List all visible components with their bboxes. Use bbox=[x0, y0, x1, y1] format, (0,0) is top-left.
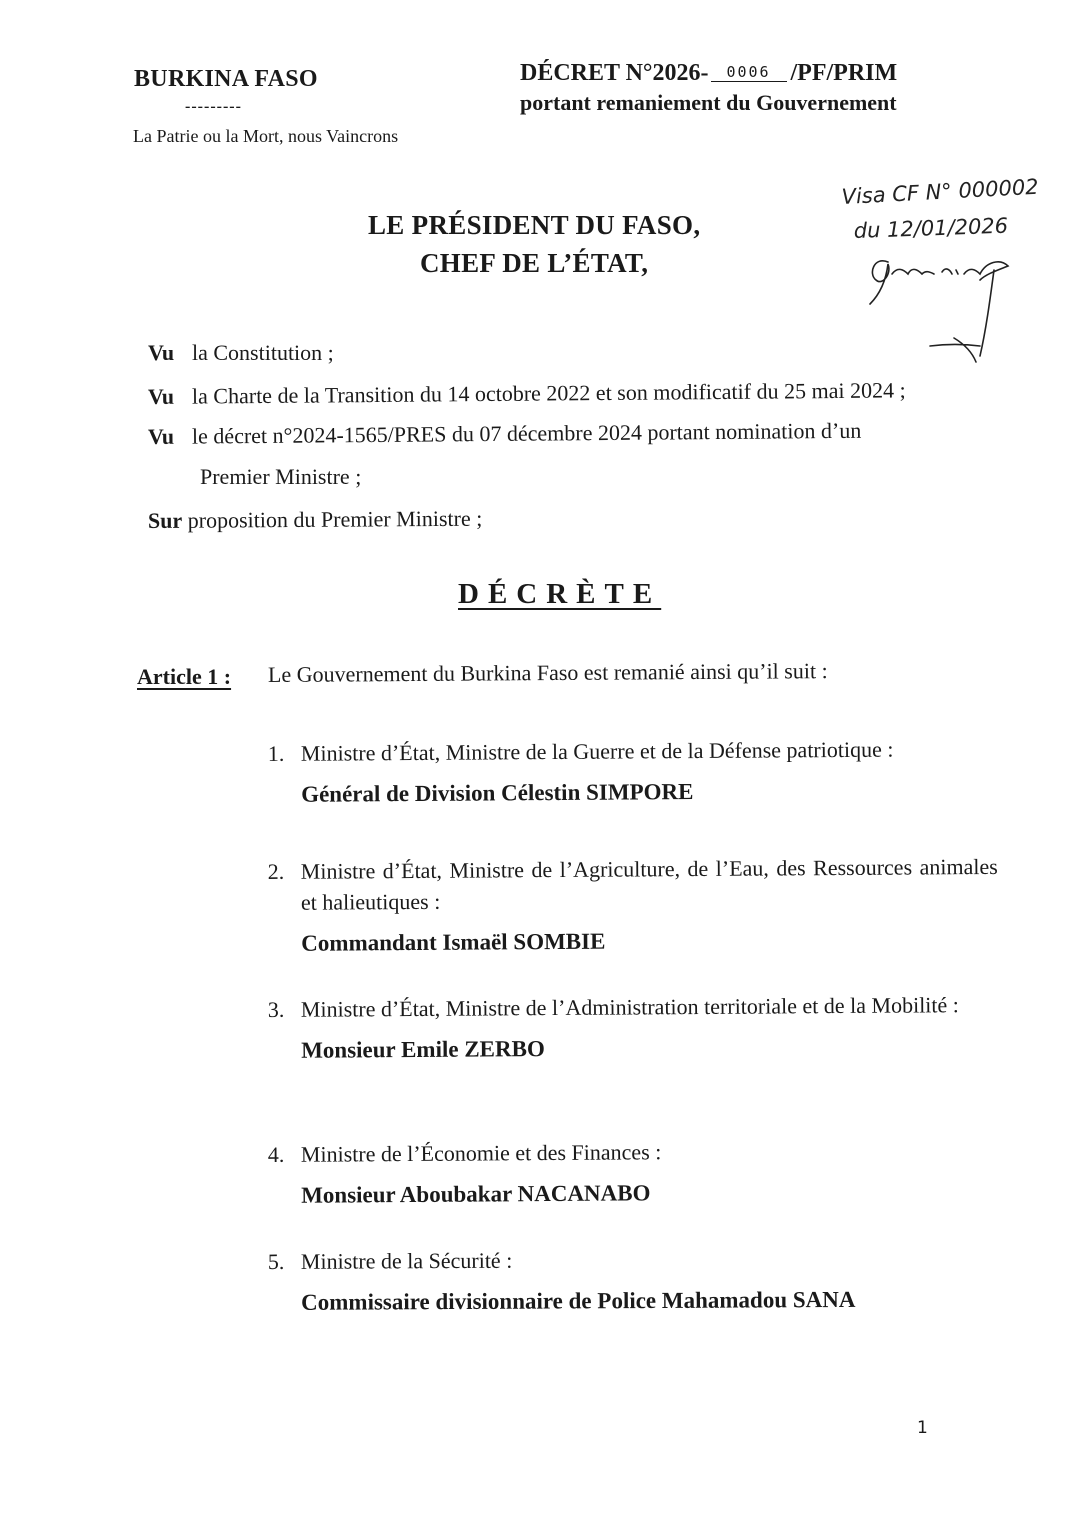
minister-role: Ministre de l’Économie et des Finances : bbox=[300, 1139, 662, 1167]
list-item bbox=[268, 851, 999, 959]
decree-suffix: /PF/PRIM bbox=[790, 60, 898, 86]
header-separator: --------- bbox=[185, 98, 242, 115]
minister-name: Commandant Ismaël SOMBIE bbox=[301, 928, 606, 956]
visa-text: le décret n°2024-1565/PRES du 07 décembre 2024 portant nomination d’un bbox=[191, 417, 862, 449]
list-item bbox=[268, 733, 998, 810]
item-number: 4. bbox=[267, 1141, 285, 1168]
item-number: 2. bbox=[267, 858, 285, 885]
proposal-text: proposition du Premier Ministre ; bbox=[187, 505, 483, 533]
visa-item-constitution bbox=[148, 340, 334, 366]
visa-line-2: du 12/01/2026 bbox=[853, 213, 1009, 243]
minister-role: Ministre d’État, Ministre de la Guerre et de la Défense patriotique : bbox=[300, 736, 894, 766]
list-item bbox=[268, 1134, 998, 1211]
item-number: 1. bbox=[267, 740, 285, 767]
proposal-keyword: Sur bbox=[147, 507, 183, 533]
article-label: Article 1 : bbox=[137, 664, 232, 689]
visa-text: la Charte de la Transition du 14 octobre 2022 et son modificatif du 25 mai 2024 ; bbox=[191, 377, 906, 409]
country-name: BURKINA FASO bbox=[134, 66, 318, 92]
item-number: 3. bbox=[267, 996, 285, 1023]
minister-role: Ministre d’État, Ministre de l’Administration territoriale et de la Mobilité : bbox=[300, 992, 959, 1022]
visa-line-1: Visa CF N° 000002 bbox=[841, 174, 1040, 209]
minister-role: Ministre d’État, Ministre de l’Agriculture, de l’Eau, des Ressources animales et halieutiques : bbox=[300, 853, 998, 915]
list-item bbox=[268, 1242, 998, 1318]
page-number: 1 bbox=[917, 1418, 928, 1438]
decree-prefix: DÉCRET N°2026- bbox=[520, 60, 709, 86]
visa-keyword: Vu bbox=[147, 423, 175, 449]
national-motto: La Patrie ou la Mort, nous Vaincrons bbox=[133, 126, 399, 146]
decree-number: 0006 bbox=[711, 63, 787, 82]
minister-name: Général de Division Célestin SIMPORE bbox=[301, 779, 694, 807]
visa-keyword: Vu bbox=[147, 383, 175, 409]
minister-name: Commissaire divisionnaire de Police Mahamadou SANA bbox=[301, 1286, 856, 1315]
minister-role: Ministre de la Sécurité : bbox=[300, 1247, 513, 1274]
list-item bbox=[268, 989, 998, 1066]
decrete-heading: DÉCRÈTE bbox=[458, 578, 662, 610]
visa-text: la Constitution ; bbox=[192, 340, 334, 365]
item-number: 5. bbox=[267, 1248, 285, 1275]
minister-name: Monsieur Aboubakar NACANABO bbox=[301, 1180, 651, 1208]
article-text: Le Gouvernement du Burkina Faso est remanié ainsi qu’il suit : bbox=[267, 658, 828, 687]
visa-keyword: Vu bbox=[148, 340, 175, 365]
decree-subject: portant remaniement du Gouvernement bbox=[520, 90, 897, 115]
title-line-1: LE PRÉSIDENT DU FASO, bbox=[368, 210, 701, 240]
handwritten-visa-annotation bbox=[830, 170, 1070, 390]
proposal-line bbox=[148, 506, 482, 534]
visa-text-continuation: Premier Ministre ; bbox=[200, 464, 362, 489]
title-line-2: CHEF DE L’ÉTAT, bbox=[420, 248, 649, 278]
signature-icon bbox=[870, 261, 1008, 362]
visa-item-charter bbox=[148, 377, 906, 410]
decree-number-line bbox=[520, 60, 897, 87]
visa-item-decree bbox=[148, 418, 861, 450]
minister-name: Monsieur Emile ZERBO bbox=[301, 1036, 545, 1063]
